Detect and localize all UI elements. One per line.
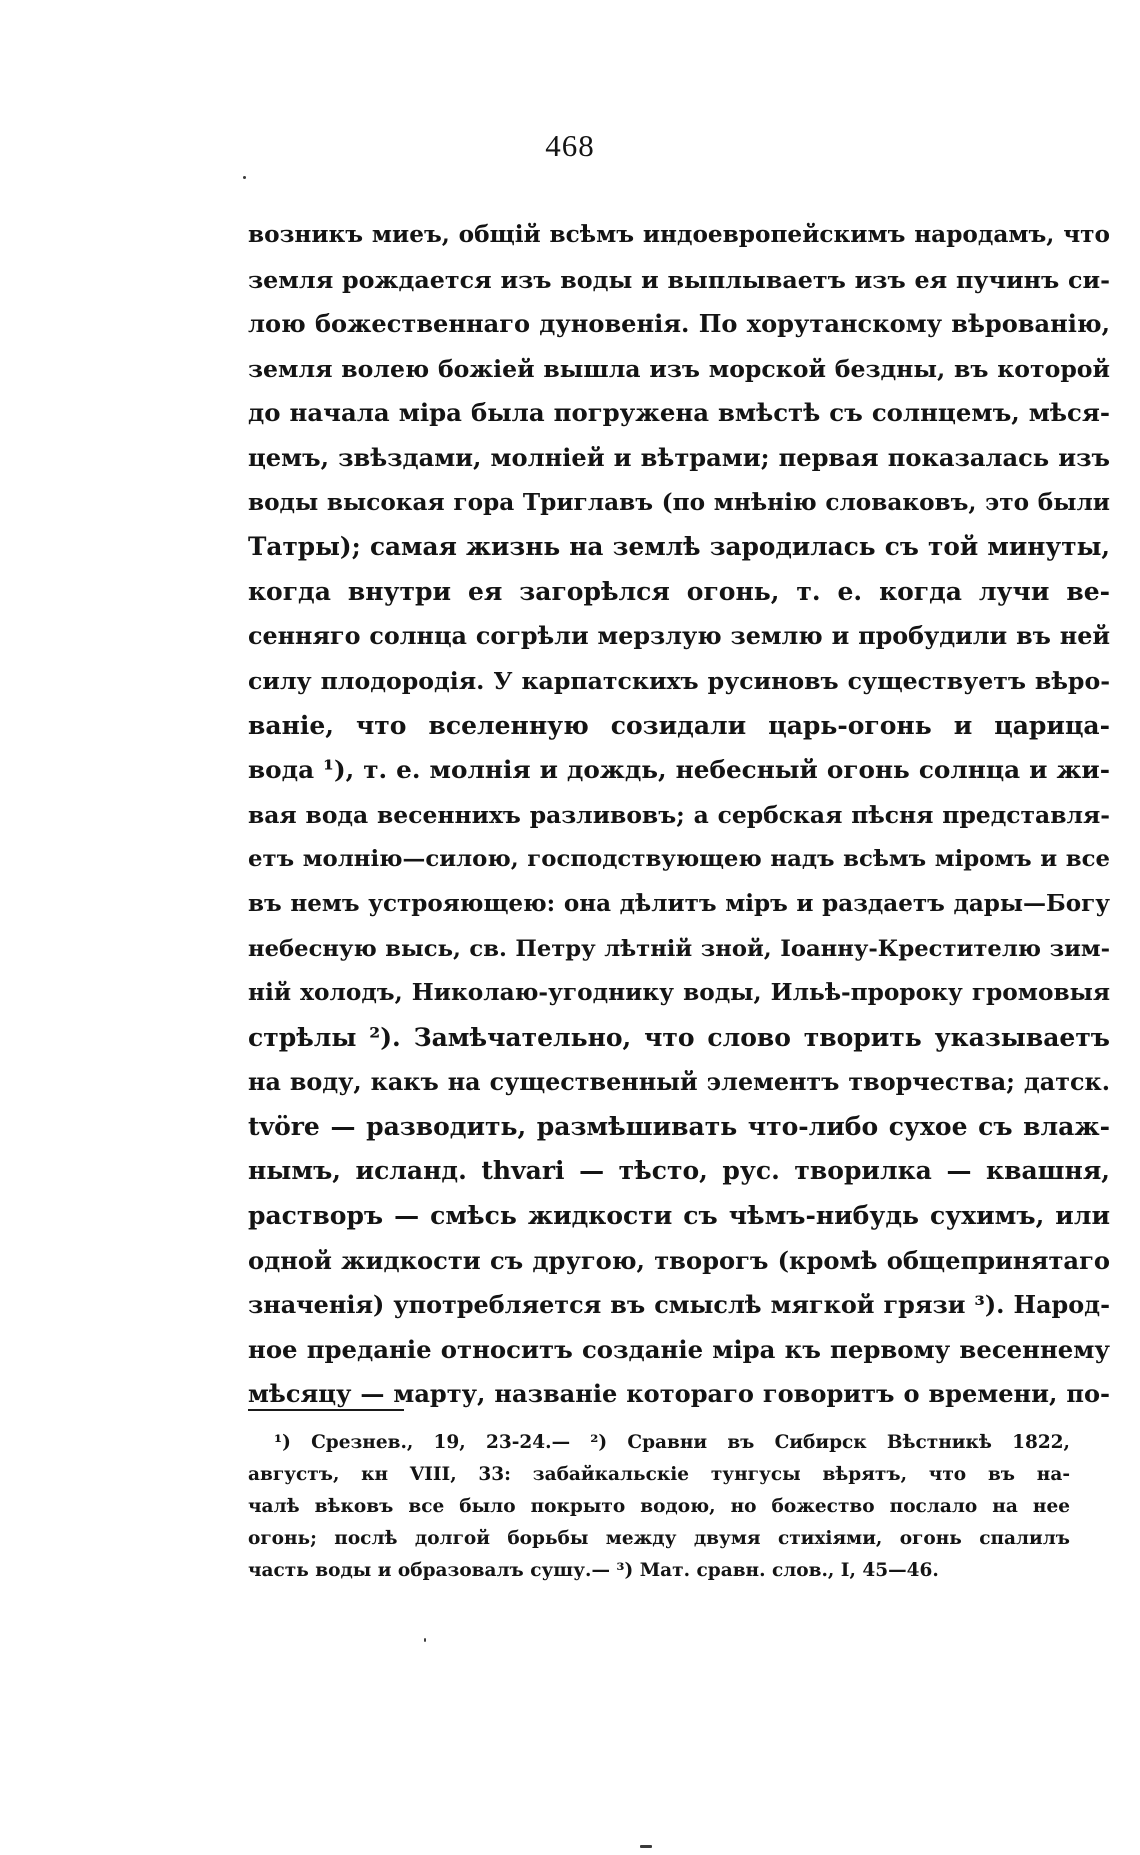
scan-speck [640, 1845, 652, 1848]
scan-speck [243, 176, 246, 179]
text-line: етъ молнію—силою, господствующею надъ всѣмъ міромъ и все [248, 846, 1110, 873]
text-line: въ немъ устрояющею: она дѣлитъ міръ и раздаетъ дары—Богу [248, 889, 1110, 917]
text-line: до начала міра была погружена вмѣстѣ съ солнцемъ, мѣся- [248, 398, 1110, 428]
text-line: лою божественнаго дуновенія. По хорутанскому вѣрованію, [248, 309, 1110, 339]
footnote-line: огонь; послѣ долгой борьбы между двумя стихіями, огонь спалилъ [248, 1528, 1070, 1549]
text-line: вода ¹), т. е. молнія и дождь, небесный огонь солнца и жи- [248, 755, 1110, 785]
footnote-line: часть воды и образовалъ сушу.— ³) Мат. сравн. слов., I, 45—46. [248, 1560, 939, 1581]
text-line: вая вода весеннихъ разливовъ; а сербская пѣсня представля- [248, 800, 1110, 829]
text-line: мѣсяцу — марту, названіе котораго говоритъ о времени, по- [248, 1379, 1110, 1409]
text-line: нымъ, исланд. thvari — тѣсто, рус. творилка — квашня, [248, 1156, 1110, 1186]
text-line: ное преданіе относитъ созданіе міра къ первому весеннему [248, 1334, 1110, 1364]
text-line: ній холодъ, Николаю-угоднику воды, Ильѣ-пророку громовыя [248, 979, 1110, 1007]
text-line: земля рождается изъ воды и выплываетъ изъ ея пучинъ си- [248, 265, 1110, 294]
main-text [248, 213, 1110, 1417]
text-line: растворъ — смѣсь жидкости съ чѣмъ-нибудь сухимъ, или [248, 1201, 1110, 1231]
text-line: возникъ миеъ, общій всѣмъ индоевропейскимъ народамъ, что [248, 221, 1110, 248]
text-line: одной жидкости съ другою, творогъ (кромѣ общепринятаго [248, 1245, 1110, 1275]
text-line: сенняго солнца согрѣли мерзлую землю и пробудили въ ней [248, 622, 1110, 651]
text-line: силу плодородія. У карпатскихъ русиновъ существуетъ вѣро- [248, 666, 1110, 695]
text-line: ваніе, что вселенную созидали царь-огонь и царица- [248, 710, 1110, 740]
text-line: когда внутри ея загорѣлся огонь, т. е. когда лучи ве- [248, 576, 1110, 606]
footnotes [248, 1427, 1070, 1587]
text-line: Татры); самая жизнь на землѣ зародилась съ той минуты, [248, 532, 1110, 562]
text-line: земля волею божіей вышла изъ морской бездны, въ которой [248, 354, 1110, 383]
footnote-line: ¹) Срезнев., 19, 23-24.— ²) Сравни въ Сибирск Вѣстникѣ 1822, [274, 1432, 1070, 1453]
footnote-line: чалѣ вѣковъ все было покрыто водою, но божество послало на нее [248, 1496, 1070, 1517]
text-line: значенія) употребляется въ смыслѣ мягкой грязи ³). Народ- [248, 1291, 1110, 1320]
scan-speck [424, 1638, 426, 1642]
text-line: на воду, какъ на существенный элементъ творчества; датск. [248, 1068, 1110, 1097]
text-line: цемъ, звѣздами, молніей и вѣтрами; первая показалась изъ [248, 442, 1110, 472]
footnote-separator [248, 1409, 404, 1411]
text-line: небесную высь, св. Петру лѣтній зной, Іоанну-Крестителю зим- [248, 935, 1110, 962]
footnote-line: августъ, кн VIII, 33: забайкальскіе тунгусы вѣрятъ, что въ на- [248, 1464, 1070, 1485]
page-number: 468 [545, 128, 595, 163]
text-line: tvöre — разводить, размѣшивать что-либо сухое съ влаж- [248, 1111, 1110, 1141]
text-line: воды высокая гора Триглавъ (по мнѣнію словаковъ, это были [248, 488, 1110, 516]
text-line: стрѣлы ²). Замѣчательно, что слово творить указываетъ [248, 1022, 1110, 1052]
